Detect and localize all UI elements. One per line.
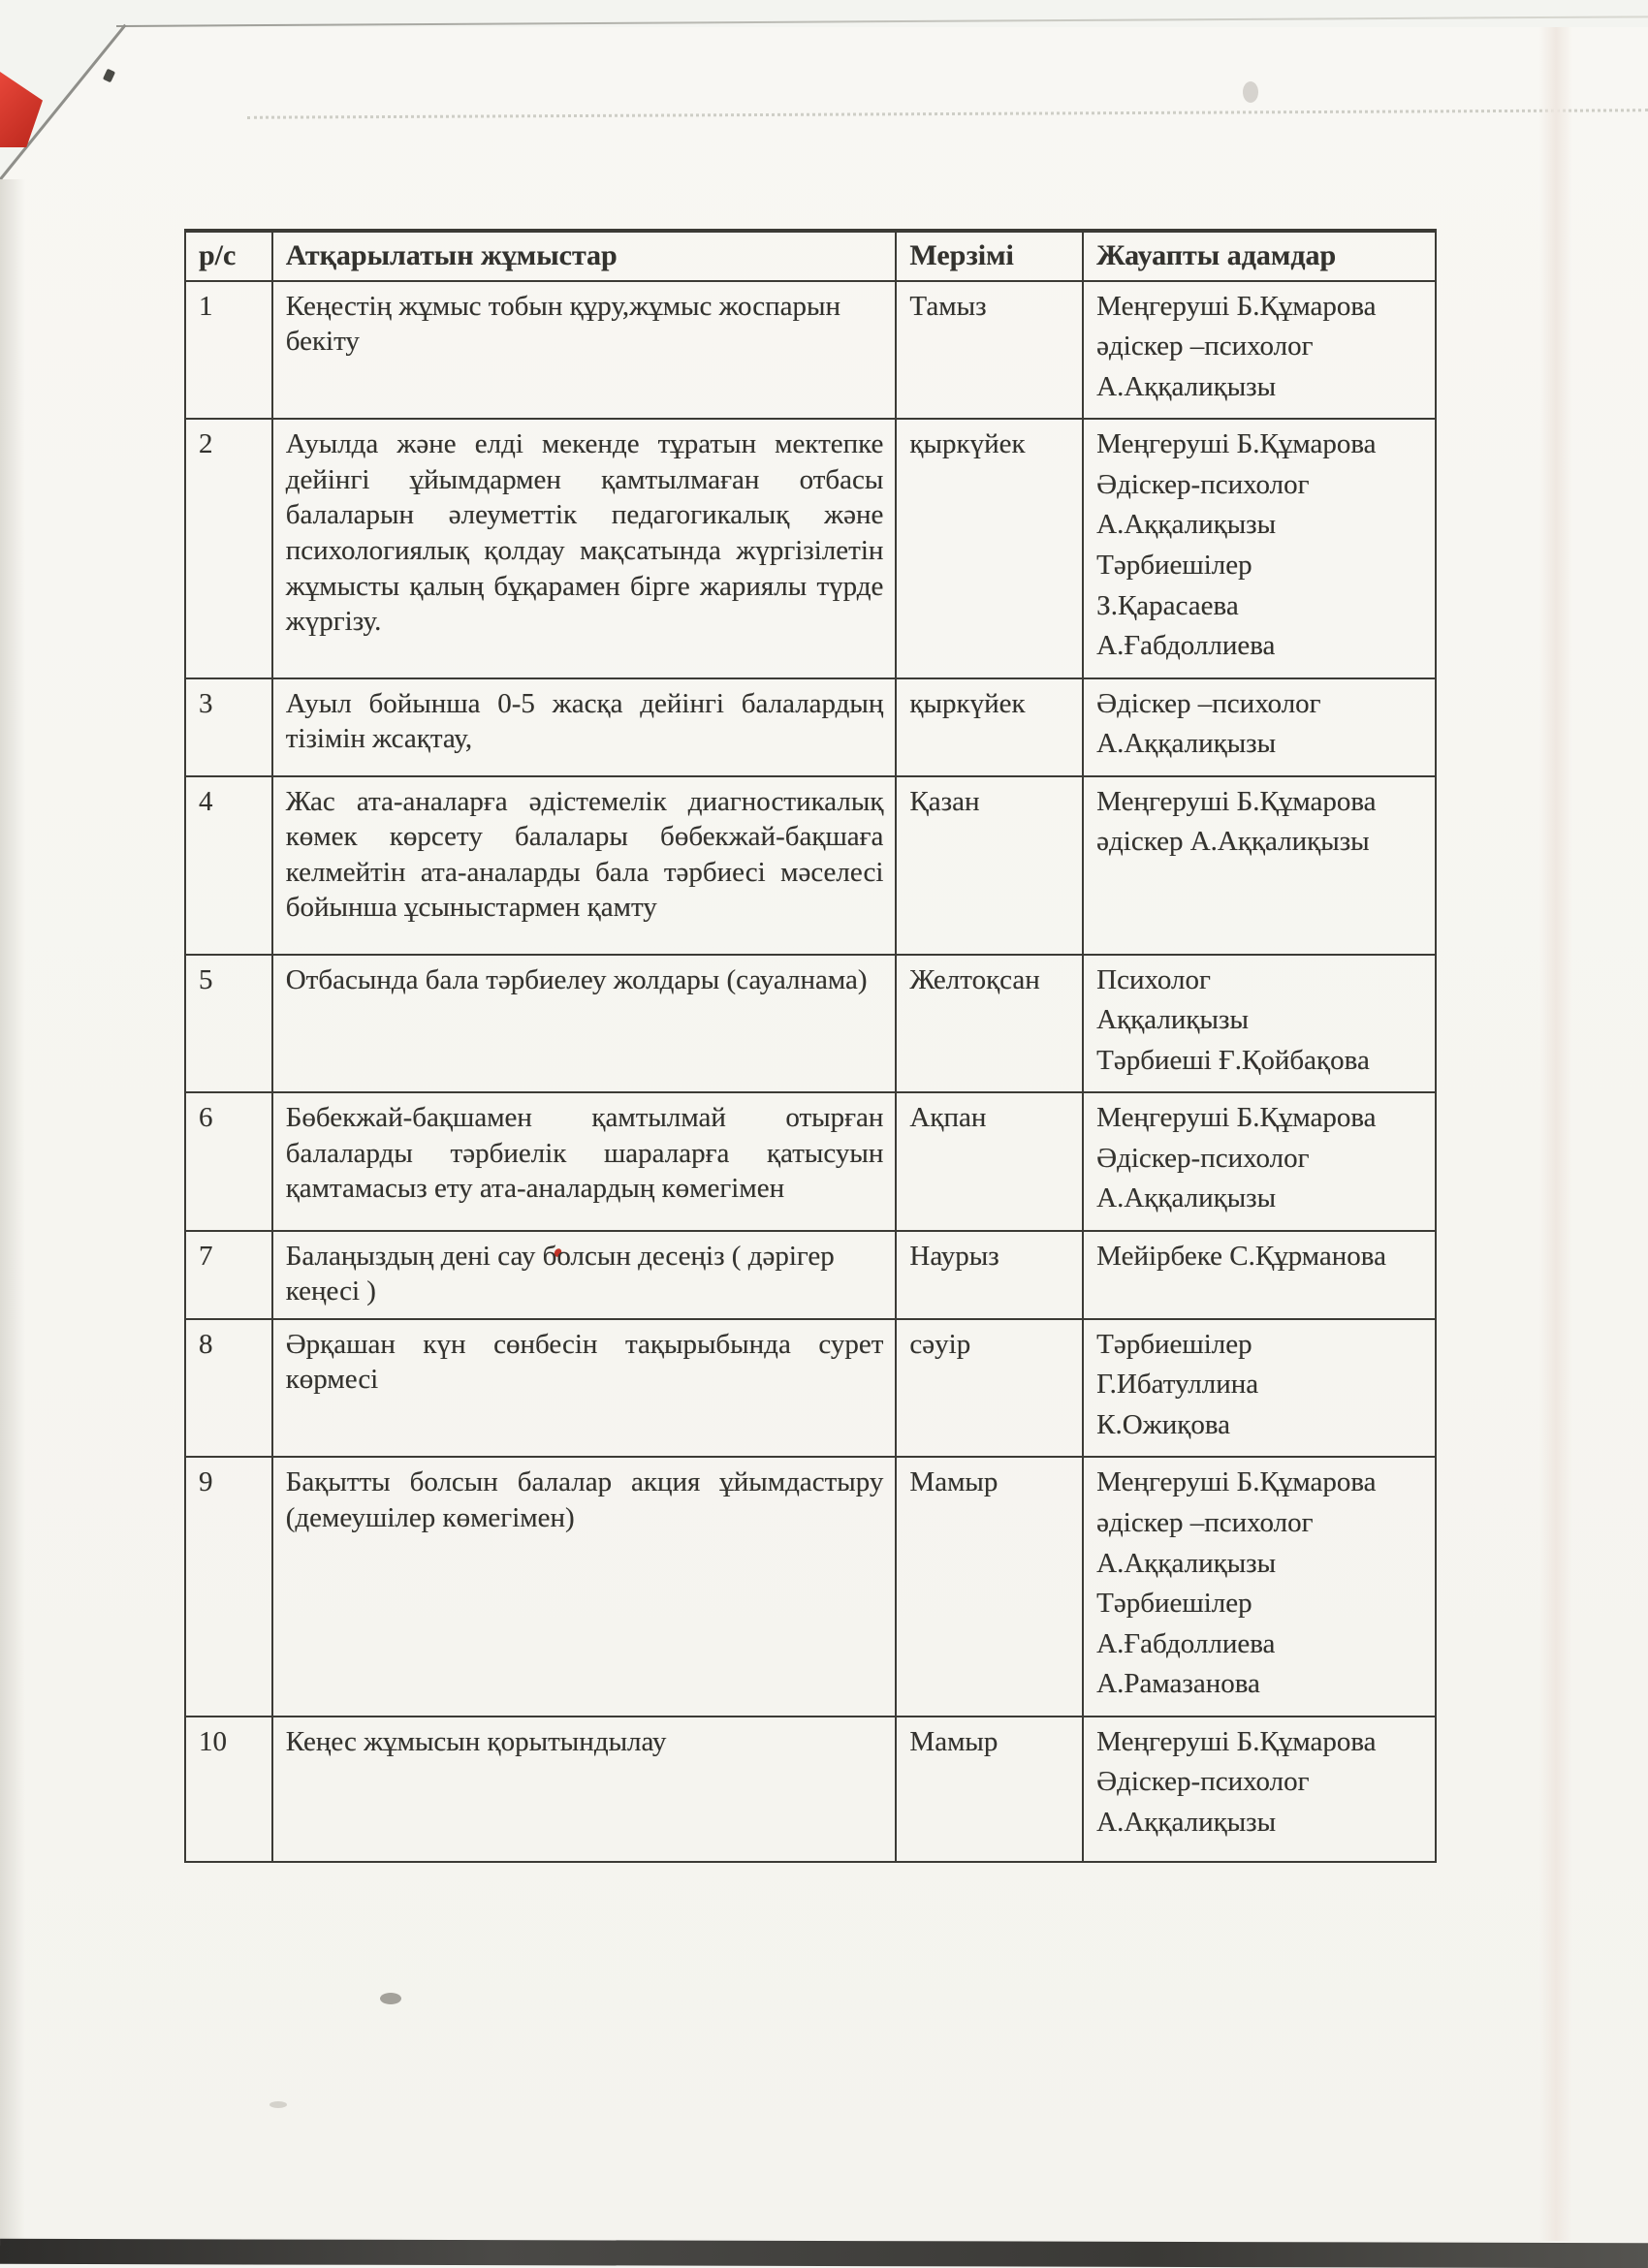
responsible-line: Меңгеруші Б.Құмарова	[1096, 1102, 1377, 1134]
term-cell: Мамыр	[896, 1717, 1083, 1862]
responsible-line: Тәрбиешілер	[1096, 549, 1252, 581]
responsible-cell	[1083, 419, 1436, 677]
table-row	[185, 1319, 1436, 1458]
term-cell: қыркүйек	[896, 678, 1083, 776]
responsible-line: Мейірбеке С.Құрманова	[1096, 1240, 1386, 1272]
plan-table	[184, 229, 1437, 1863]
responsible-line: Меңгеруші Б.Құмарова	[1096, 785, 1377, 817]
responsible-cell	[1083, 1717, 1436, 1862]
term-cell: Желтоқсан	[896, 955, 1083, 1093]
responsible-line: Г.Ибатуллина	[1096, 1369, 1259, 1401]
row-number-cell: 10	[185, 1717, 272, 1862]
scan-bottom-band	[0, 2239, 1648, 2268]
row-number-cell: 5	[185, 955, 272, 1093]
responsible-cell	[1083, 1457, 1436, 1716]
table-header-row	[185, 231, 1436, 281]
table-row	[185, 419, 1436, 677]
responsible-line: А.Аққалиқызы	[1096, 1547, 1277, 1579]
responsible-line: Әдіскер-психолог	[1096, 1142, 1310, 1174]
row-number-cell: 3	[185, 678, 272, 776]
task-cell: Жас ата-аналарға әдістемелік диагностикалық көмек көрсету балалары бөбекжай-бақшаға келмейтін ата-аналарды бала тәрбиесі мәселесі бойынша ұсыныстармен қамту	[272, 776, 897, 955]
term-cell: сәуір	[896, 1319, 1083, 1458]
responsible-cell	[1083, 678, 1436, 776]
task-cell: Бақытты болсын балалар акция ұйымдастыру (демеушілер көмегімен)	[272, 1457, 897, 1716]
row-number-cell: 7	[185, 1231, 272, 1319]
responsible-line: Әдіскер –психолог	[1096, 687, 1321, 719]
responsible-line: Меңгеруші Б.Құмарова	[1096, 428, 1377, 460]
table-row	[185, 1092, 1436, 1231]
row-number-cell: 4	[185, 776, 272, 955]
responsible-cell	[1083, 1092, 1436, 1231]
task-cell: Кеңестің жұмыс тобын құру,жұмыс жоспарын бекіту	[272, 281, 897, 420]
responsible-line: А.Аққалиқызы	[1096, 728, 1277, 760]
responsible-cell	[1083, 1231, 1436, 1319]
scan-smudge	[1243, 81, 1258, 103]
term-cell: Наурыз	[896, 1231, 1083, 1319]
responsible-line: әдіскер А.Аққалиқызы	[1096, 826, 1370, 858]
responsible-line: Тәрбиешілер	[1096, 1328, 1252, 1360]
paper-top-edge	[116, 16, 1648, 27]
responsible-line: Психолог	[1096, 963, 1211, 995]
responsible-line: Әдіскер-психолог	[1096, 1766, 1310, 1798]
responsible-line: К.Ожиқова	[1096, 1408, 1231, 1440]
task-cell: Әрқашан күн сөнбесін тақырыбында сурет көрмесі	[272, 1319, 897, 1458]
term-cell: Ақпан	[896, 1092, 1083, 1231]
table-row	[185, 1457, 1436, 1716]
row-number-cell: 1	[185, 281, 272, 420]
table-row	[185, 1717, 1436, 1862]
responsible-line: Меңгеруші Б.Құмарова	[1096, 290, 1377, 322]
task-cell: Бөбекжай-бақшамен қамтылмай отырған балаларды тәрбиелік шараларға қатысуын қамтамасыз ету ата-аналардың көмегімен	[272, 1092, 897, 1231]
task-cell: Ауылда және елді мекенде тұратын мектепке дейінгі ұйымдармен қамтылмаған отбасы балаларын әлеуметтік педагогикалық және психологиялық қолдау мақсатында жүргізілетін жұмысты қалың бұқарамен бірге жариялы түрде жүргізу.	[272, 419, 897, 677]
task-cell: Отбасында бала тәрбиелеу жолдары (сауалнама)	[272, 955, 897, 1093]
responsible-line: Тәрбиешілер	[1096, 1588, 1252, 1620]
term-cell: Тамыз	[896, 281, 1083, 420]
responsible-line: А.Аққалиқызы	[1096, 509, 1277, 541]
responsible-line: әдіскер –психолог	[1096, 1507, 1314, 1539]
term-cell: Қазан	[896, 776, 1083, 955]
responsible-cell	[1083, 1319, 1436, 1458]
row-number-cell: 9	[185, 1457, 272, 1716]
table-row	[185, 678, 1436, 776]
header-term: Мерзімі	[896, 231, 1083, 281]
paper-right-edge	[1539, 27, 1572, 2241]
responsible-line: А.Рамазанова	[1096, 1668, 1260, 1700]
paper-left-shadow	[0, 179, 25, 2241]
table-row	[185, 955, 1436, 1093]
task-cell: Ауыл бойынша 0-5 жасқа дейінгі балалардың тізімін жсақтау,	[272, 678, 897, 776]
responsible-cell	[1083, 281, 1436, 420]
header-responsible: Жауапты адамдар	[1083, 231, 1436, 281]
responsible-line: А.Ғабдоллиева	[1096, 630, 1276, 662]
responsible-line: А.Аққалиқызы	[1096, 370, 1277, 402]
row-number-cell: 6	[185, 1092, 272, 1231]
responsible-line: Әдіскер-психолог	[1096, 468, 1310, 500]
table-row	[185, 281, 1436, 420]
row-number-cell: 2	[185, 419, 272, 677]
responsible-line: З.Қарасаева	[1096, 589, 1239, 621]
row-number-cell: 8	[185, 1319, 272, 1458]
table-body	[185, 281, 1436, 1862]
table-row	[185, 1231, 1436, 1319]
header-row-number: р/с	[185, 231, 272, 281]
task-cell: Кеңес жұмысын қорытындылау	[272, 1717, 897, 1862]
responsible-line: А.Ғабдоллиева	[1096, 1627, 1276, 1659]
responsible-cell	[1083, 955, 1436, 1093]
term-cell: қыркүйек	[896, 419, 1083, 677]
responsible-line: Меңгеруші Б.Құмарова	[1096, 1725, 1377, 1757]
responsible-line: А.Аққалиқызы	[1096, 1806, 1277, 1838]
task-cell: Балаңыздың дені сау болсын десеңіз ( дәрігер кеңесі )	[272, 1231, 897, 1319]
responsible-line: А.Аққалиқызы	[1096, 1182, 1277, 1214]
term-cell: Мамыр	[896, 1457, 1083, 1716]
header-tasks: Атқарылатын жұмыстар	[272, 231, 897, 281]
responsible-cell	[1083, 776, 1436, 955]
responsible-line: Тәрбиеші Ғ.Қойбақова	[1096, 1044, 1370, 1076]
scan-smudge	[269, 2101, 287, 2108]
table-row	[185, 776, 1436, 955]
responsible-line: Меңгеруші Б.Құмарова	[1096, 1466, 1377, 1498]
scan-smudge	[380, 1993, 401, 2004]
responsible-line: Аққалиқызы	[1096, 1004, 1249, 1036]
responsible-line: әдіскер –психолог	[1096, 331, 1314, 362]
